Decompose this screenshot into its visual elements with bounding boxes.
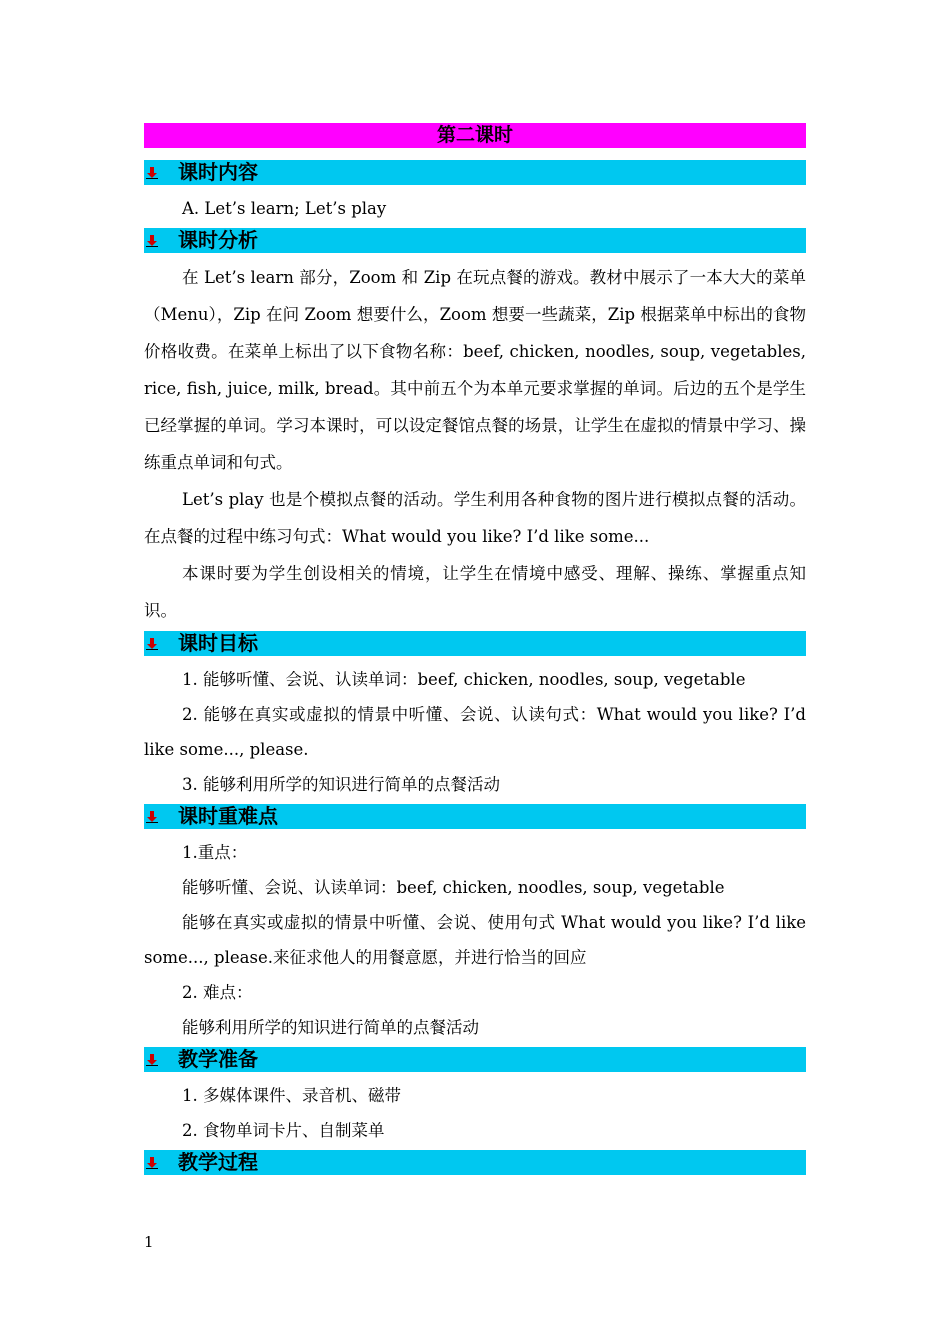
- key-point-line: 1.重点：: [182, 843, 248, 862]
- section-heading-key-points: [144, 804, 806, 829]
- content-line: A. Let’s learn; Let’s play: [182, 199, 387, 218]
- section-heading-label: 课时分析: [178, 228, 258, 252]
- section-heading-preparation: [144, 1047, 806, 1072]
- goal-item: 3. 能够利用所学的知识进行简单的点餐活动: [182, 775, 500, 794]
- goal-item: 2. 能够在真实或虚拟的情景中听懂、会说、认读句式：What would you like? I’d like some..., please.: [144, 705, 806, 759]
- section-heading-analysis: [144, 228, 806, 253]
- preparation-item: 2. 食物单词卡片、自制菜单: [182, 1121, 385, 1140]
- section-heading-label: 课时目标: [178, 631, 258, 655]
- down-arrow-bullet-icon: [146, 811, 158, 823]
- document-page: [144, 123, 806, 1181]
- lesson-title: 第二课时: [144, 123, 806, 148]
- section-heading-goals: [144, 631, 806, 656]
- down-arrow-bullet-icon: [146, 1054, 158, 1066]
- section-heading-process: [144, 1150, 806, 1175]
- section-heading-content: [144, 160, 806, 185]
- key-point-line: 能够利用所学的知识进行简单的点餐活动: [182, 1018, 479, 1037]
- analysis-paragraph: 本课时要为学生创设相关的情境，让学生在情境中感受、理解、操练、掌握重点知识。: [144, 564, 806, 620]
- section-heading-label: 教学过程: [178, 1150, 258, 1174]
- key-point-line: 2. 难点：: [182, 983, 253, 1002]
- key-point-line: 能够在真实或虚拟的情景中听懂、会说、使用句式 What would you like? I’d like some..., please.来征求他人的用餐意愿，并进行恰当的回应: [144, 913, 806, 967]
- page-number: 1: [144, 1233, 154, 1251]
- key-point-line: 能够听懂、会说、认读单词：beef, chicken, noodles, soup, vegetable: [182, 878, 725, 897]
- down-arrow-bullet-icon: [146, 1157, 158, 1169]
- section-heading-label: 教学准备: [178, 1047, 258, 1071]
- down-arrow-bullet-icon: [146, 638, 158, 650]
- down-arrow-bullet-icon: [146, 167, 158, 179]
- section-heading-label: 课时内容: [178, 160, 258, 184]
- down-arrow-bullet-icon: [146, 235, 158, 247]
- section-heading-label: 课时重难点: [178, 804, 278, 828]
- preparation-item: 1. 多媒体课件、录音机、磁带: [182, 1086, 401, 1105]
- goal-item: 1. 能够听懂、会说、认读单词：beef, chicken, noodles, soup, vegetable: [182, 670, 746, 689]
- analysis-paragraph: Let’s play 也是个模拟点餐的活动。学生利用各种食物的图片进行模拟点餐的活动。在点餐的过程中练习句式：What would you like? I’d like some...: [144, 490, 806, 546]
- analysis-paragraph: 在 Let’s learn 部分，Zoom 和 Zip 在玩点餐的游戏。教材中展示了一本大大的菜单（Menu），Zip 在问 Zoom 想要什么，Zoom 想要一些蔬菜，Zip 根据菜单中标出的食物价格收费。在菜单上标出了以下食物名称：beef, chicken, noodles, soup, vegetables, rice, fish, juice, milk, bread。其中前五个为本单元要求掌握的单词。后边的五个是学生已经掌握的单词。学习本课时，可以设定餐馆点餐的场景，让学生在虚拟的情景中学习、操练重点单词和句式。: [144, 268, 806, 472]
